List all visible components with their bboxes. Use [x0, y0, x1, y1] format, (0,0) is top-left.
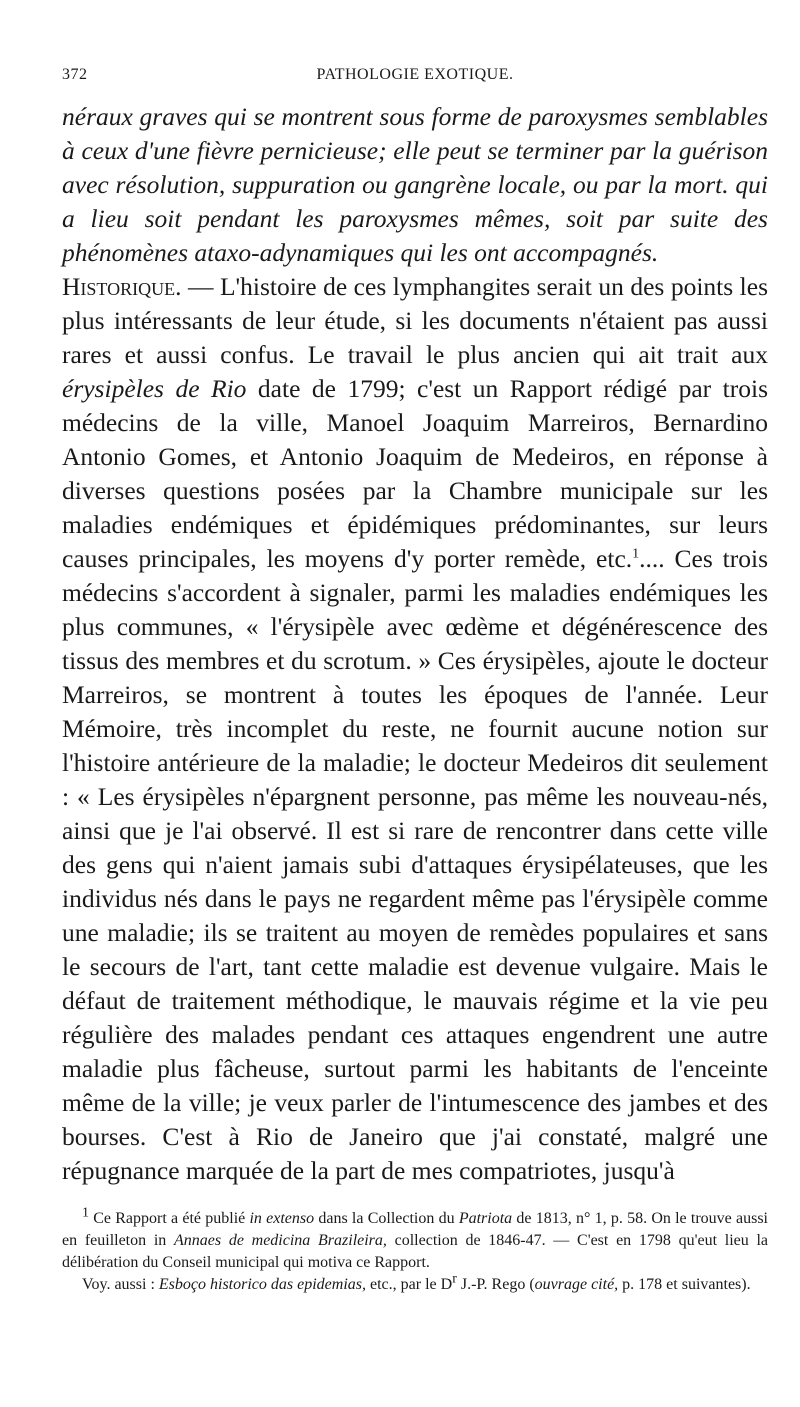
paragraph-historique [62, 270, 768, 1188]
text-run: .... Ces trois médecins s'accordent à signaler, parmi les maladies endémiques les plus communes, « l'érysipèle avec œdème et dégénérescence des tissus des membres et du scrotum. » Ces érysipèles, ajoute le docteur Marreiros, se montrent à toutes les époques de l'année. Leur Mémoire, très incomplet du reste, ne fournit aucune notion sur l'histoire antérieure de la maladie; le docteur Medeiros dit seulement : « Les érysipèles n'épargnent personne, pas même les nouveau-nés, ainsi que je l'ai observé. Il est si rare de rencontrer dans cette ville des gens qui n'aient jamais subi d'attaques érysipélateuses, que les individus nés dans le pays ne regardent même pas l'érysipèle comme une maladie; ils se traitent au moyen de remèdes populaires et sans le secours de l'art, tant cette maladie est devenue vulgaire. Mais le défaut de traitement méthodique, le mauvais régime et la vie peu régulière des malades pendant ces attaques engendrent une autre maladie plus fâcheuse, surtout parmi les habitants de l'enceinte même de la ville; je veux parler de l'intumescence des jambes et des bourses. C'est à Rio de Janeiro que j'ai constaté, malgré une répugnance marquée de la part de mes compatriotes, jusqu'à [62, 544, 768, 1185]
italic-term: in extenso [249, 1210, 315, 1227]
text-run: J.-P. Rego ( [456, 1276, 535, 1293]
superscript: r [452, 1271, 457, 1287]
footnote-2 [62, 1271, 768, 1296]
text-run: collection de 1846-47. — C'est en 1798 qu'eut lieu la délibération du Conseil municipal qui motiva ce Rapport. [62, 1232, 769, 1271]
paragraph-continuation: néraux graves qui se montrent sous forme de paroxysmes semblables à ceux d'une fièvre pernicieuse; elle peut se terminer par la guérison avec résolution, suppuration ou gangrène locale, ou par la mort. qui a lieu soit pendant les paroxysmes mêmes, soit par suite des phénomènes ataxo-adynamiques qui les ont accompagnés. [62, 102, 768, 267]
footnote-1 [62, 1205, 769, 1274]
main-text [62, 100, 768, 1188]
page-header [62, 62, 768, 92]
text-run: — L'histoire de ces lymphangites serait un des points les plus intéressants de leur étude, si les documents n'étaient pas aussi rares et aussi confus. Le travail le plus ancien qui ait trait aux [62, 272, 768, 369]
text-run: dans la Collection du [314, 1210, 459, 1227]
running-title: PATHOLOGIE EXOTIQUE. [316, 66, 514, 83]
italic-term: érysipèles de Rio [62, 374, 247, 403]
text-run: de 1813, n° 1, p. 58. On le trouve aussi en feuilleton in [62, 1210, 768, 1249]
footnotes [62, 1205, 769, 1296]
text-run: date de 1799; c'est un Rapport rédigé par trois médecins de la ville, Manoel Joaquim Marreiros, Bernardino Antonio Gomes, et Antonio Joaquim de Medeiros, en réponse à diverses questions posées par la Chambre municipale sur les maladies endémiques et épidémiques prédominantes, sur leurs causes principales, les moyens d'y porter remède, etc. [62, 374, 768, 573]
book-page [62, 62, 768, 1296]
text-run: Ce Rapport a été publié [89, 1210, 250, 1227]
italic-term: Patriota [458, 1210, 513, 1227]
text-run: p. 178 et suivantes). [618, 1276, 751, 1293]
text-run: etc., par le D [366, 1276, 453, 1293]
text-run: Voy. aussi : [82, 1276, 159, 1293]
italic-term: Annaes de medicina Brazileira, [174, 1232, 387, 1249]
section-label: Historique. [62, 272, 182, 301]
footnote-marker: 1 [82, 1205, 89, 1221]
footnote-reference: 1 [632, 546, 640, 562]
italic-term: Esboço historico das epidemias, [158, 1276, 366, 1293]
page-number: 372 [62, 66, 88, 83]
italic-term: ouvrage cité, [534, 1276, 619, 1293]
